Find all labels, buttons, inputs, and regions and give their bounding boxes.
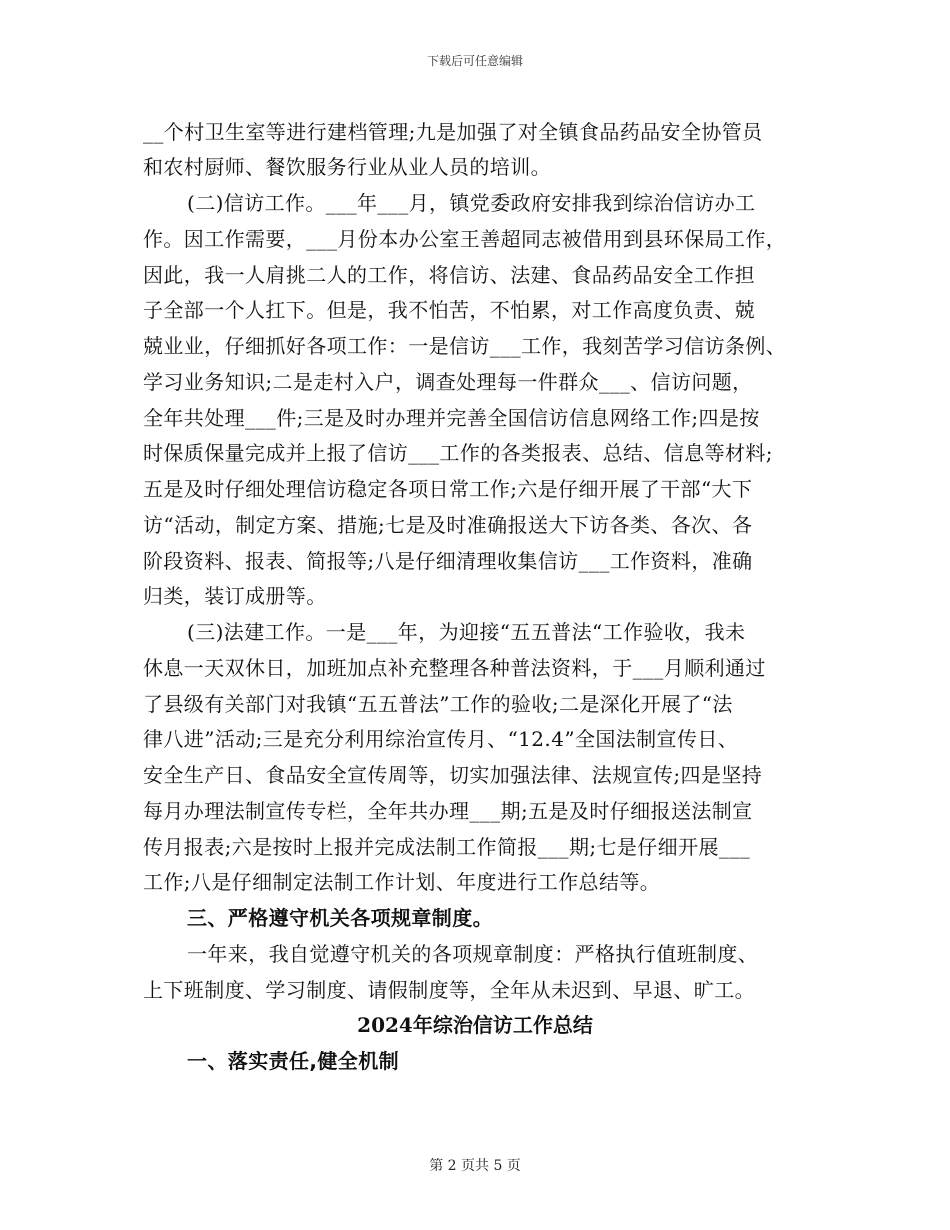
body-line: 和农村厨师、餐饮服务行业从业人员的培训。 <box>143 155 551 179</box>
body-line: 阶段资料、报表、简报等;八是仔细清理收集信访___工作资料，准确 <box>143 549 753 573</box>
body-line: 律八进”活动;三是充分利用综治宣传月、“12.4”全国法制宣传日、 <box>143 727 739 751</box>
body-line: 每月办理法制宣传专栏，全年共办理___期;五是及时仔细报送法制宣 <box>143 799 753 823</box>
body-line: 作。因工作需要，___月份本办公室王善超同志被借用到县环保局工作， <box>143 227 787 251</box>
body-line: 五是及时仔细处理信访稳定各项日常工作;六是仔细开展了干部“大下 <box>143 477 753 501</box>
body-line: (三)法建工作。一是___年，为迎接“五五普法“工作验收，我未 <box>187 620 746 644</box>
body-line: 安全生产日、食品安全宣传周等，切实加强法律、法规宣传;四是坚持 <box>143 763 763 787</box>
body-line: 上下班制度、学习制度、请假制度等，全年从未迟到、早退、旷工。 <box>143 978 755 1002</box>
body-line: 了县级有关部门对我镇“五五普法”工作的验收;二是深化开展了“法 <box>143 692 733 716</box>
body-line: 访“活动，制定方案、措施;七是及时准确报送大下访各类、各次、各 <box>143 513 753 537</box>
body-line: 一年来，我自觉遵守机关的各项规章制度：严格执行值班制度、 <box>187 942 759 966</box>
body-line: 休息一天双休日，加班加点补充整理各种普法资料，于___月顺利通过 <box>143 656 766 680</box>
body-line: 兢业业，仔细抓好各项工作：一是信访___工作，我刻苦学习信访条例、 <box>143 334 787 358</box>
body-line: 子全部一个人扛下。但是，我不怕苦，不怕累，对工作高度负责、兢 <box>143 298 755 322</box>
body-line: 传月报表;六是按时上报并完成法制工作简报___期;七是仔细开展___ <box>143 835 751 859</box>
document-title: 2024年综治信访工作总结 <box>357 1013 593 1037</box>
body-line: (二)信访工作。___年___月，镇党委政府安排我到综治信访办工 <box>187 191 756 215</box>
body-line: 时保质保量完成并上报了信访___工作的各类报表、总结、信息等材料; <box>143 441 773 465</box>
page-header: 下载后可任意编辑 <box>426 54 523 68</box>
section-heading: 一、落实责任,健全机制 <box>187 1049 399 1073</box>
body-line: __个村卫生室等进行建档管理;九是加强了对全镇食品药品安全协管员 <box>143 120 763 144</box>
body-line: 因此，我一人肩挑二人的工作，将信访、法建、食品药品安全工作担 <box>143 263 755 287</box>
page-footer: 第 2 页共 5 页 <box>429 1158 521 1174</box>
body-line: 学习业务知识;二是走村入户，调查处理每一件群众___、信访问题， <box>143 370 753 394</box>
body-line: 全年共处理___件;三是及时办理并完善全国信访信息网络工作;四是按 <box>143 406 760 430</box>
section-heading: 三、严格遵守机关各项规章制度。 <box>187 906 493 930</box>
body-line: 工作;八是仔细制定法制工作计划、年度进行工作总结等。 <box>143 870 661 894</box>
body-line: 归类，装订成册等。 <box>143 584 327 608</box>
